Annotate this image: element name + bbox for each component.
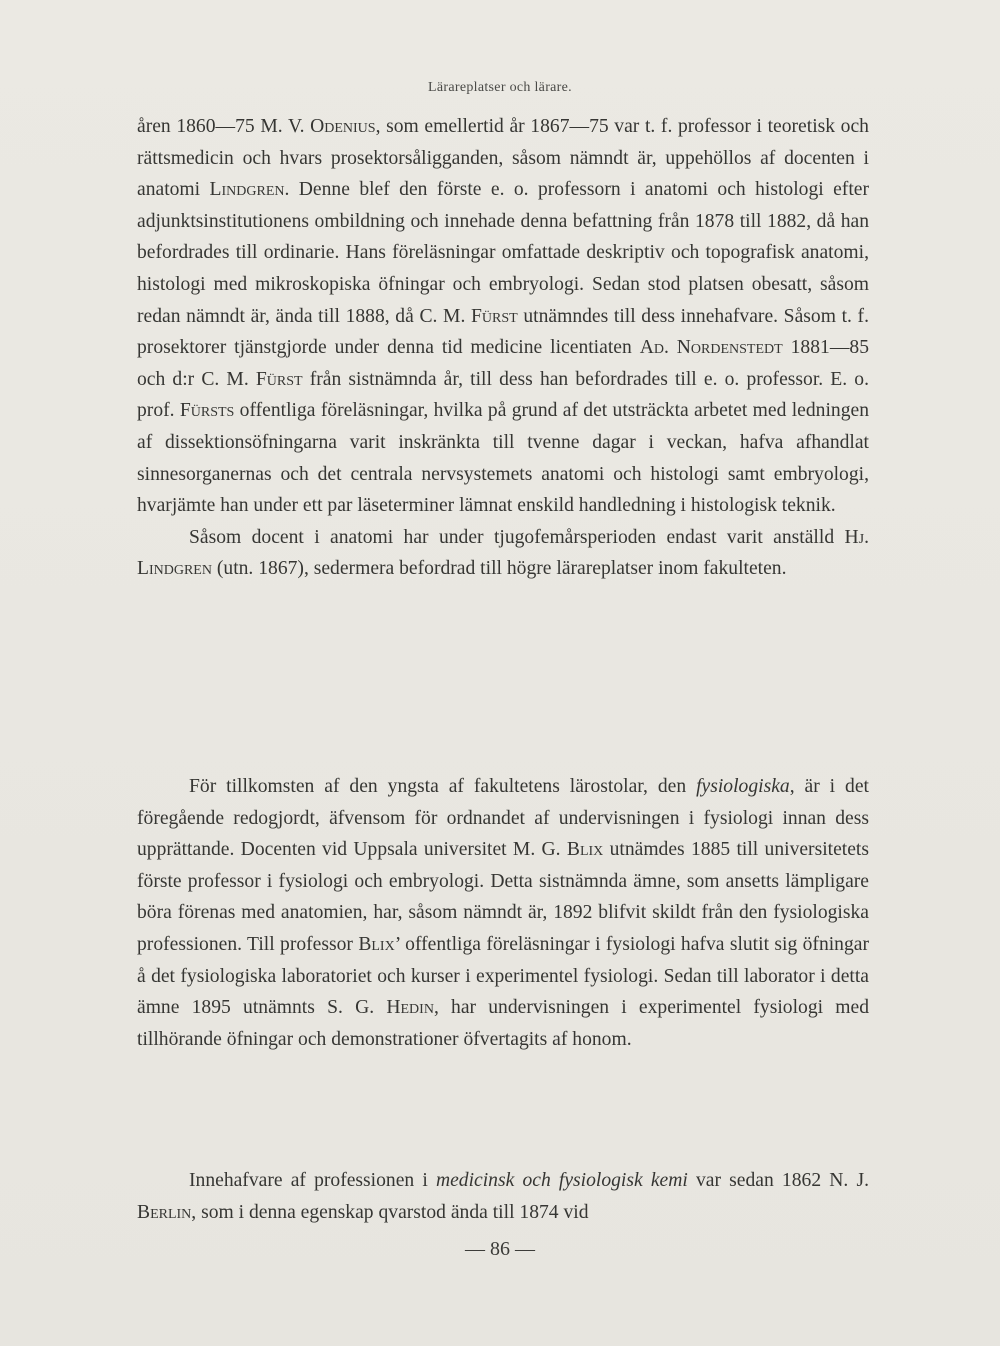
text-block-physiology: [137, 771, 869, 1055]
person-name: Lindgren: [209, 179, 285, 201]
person-name: Fürst: [471, 305, 518, 327]
person-name: Berlin: [137, 1201, 192, 1223]
text-run: Innehafvare af professionen i: [189, 1170, 436, 1191]
emphasized-subject: fysiologiska: [696, 776, 790, 797]
person-name: Fürst: [255, 368, 303, 390]
person-name: Ad. Nordenstedt: [639, 337, 783, 359]
text-run: , som emellertid år 1867—75 var t. f. professor i teoretisk och rättsmedicin och hvars prosektorsåligganden, såsom nämndt är, uppehöllos af docenten i anatomi: [137, 116, 869, 201]
text-run: ’ offentliga föreläsningar i fysiologi hafva slutit sig öfningar å det fysiologiska laboratoriet och kurser i experimentel fysiologi. Sedan till laborator i detta ämne 1895 utnämnts S. G.: [137, 933, 870, 1019]
person-name: Odenius: [310, 116, 376, 137]
page-number: — 86 —: [465, 1238, 535, 1260]
text-run: utnämndes till dess innehafvare. Såsom t. f. prosektorer tjänstgjorde under denna tid medicine licentiaten: [137, 305, 869, 359]
text-run: För tillkomsten af den yngsta af fakultetens lärostolar, den: [189, 776, 697, 797]
text-run: 1881—85 och d:r C. M.: [137, 337, 870, 390]
person-name: Hj. Lindgren: [137, 526, 869, 580]
text-run: utnämdes 1885 till universitetets förste professor i fysiologi och embryologi. Detta sistnämnda ämne, som ansetts lämpligare böra förenas med anatomien, har, såsom nämndt är, 1892 blifvit skildt från den fysiologiska professionen. Till professor: [137, 839, 870, 955]
paragraph-anatomy-professors: [137, 111, 869, 522]
text-run: , som i denna egenskap qvarstod ända till 1874 vid: [191, 1201, 589, 1223]
paragraph-physiology: [137, 771, 869, 1055]
running-header: Lärareplatser och lärare.: [428, 80, 572, 95]
person-name: Blix: [358, 933, 395, 955]
emphasized-subject: medicinsk och fysiologisk kemi: [435, 1170, 688, 1191]
text-run: var sedan 1862 N. J.: [687, 1170, 869, 1191]
text-run: från sistnämnda år, till dess han befordrades till e. o. professor. E. o. prof.: [137, 368, 870, 422]
person-name: Fürsts: [179, 400, 235, 422]
paragraph-medical-chemistry: [137, 1165, 869, 1228]
text-run: , har undervisningen i experimentel fysiologi med tillhörande öfningar och demonstrationer öfvertagits af honom.: [137, 997, 870, 1050]
text-run: åren 1860—75 M. V.: [137, 116, 311, 137]
text-run: . Denne blef den förste e. o. professorn i anatomi och histologi efter adjunktsinstitutionens ombildning och innehade denna befattning från 1878 till 1882, då han befordrades till ordinarie. Hans föreläsningar omfattade deskriptiv och topografisk anatomi, histologi med mikroskopiska öfningar och embryologi. Sedan stod platsen obesatt, såsom redan nämndt är, ända till 1888, då C. M.: [137, 179, 869, 327]
text-run: Såsom docent i anatomi har under tjugofemårsperioden endast varit anställd: [189, 526, 845, 548]
paragraph-anatomy-docent: [137, 522, 869, 585]
person-name: Blix: [566, 839, 604, 861]
text-block-anatomy: [137, 111, 869, 585]
text-run: , är i det föregående redogjordt, äfvensom för ordnandet af undervisningen i fysiologi innan dess upprättande. Docenten vid Uppsala universitet M. G.: [137, 776, 869, 861]
text-run: offentliga föreläsningar, hvilka på grund af det utsträckta arbetet med ledningen af dissektionsöfningarna varit inskränkta till tvenne dagar i veckan, hafva afhandlat sinnesorganernas och det centrala nervsystemets anatomi och histologi samt embryologi, hvarjämte han under ett par läseterminer lämnat enskild handledning i histologisk teknik.: [137, 400, 869, 517]
text-run: (utn. 1867), sedermera befordrad till högre lärareplatser inom fakulteten.: [211, 558, 787, 580]
text-block-chemistry: [137, 1165, 869, 1228]
person-name: Hedin: [386, 997, 434, 1019]
